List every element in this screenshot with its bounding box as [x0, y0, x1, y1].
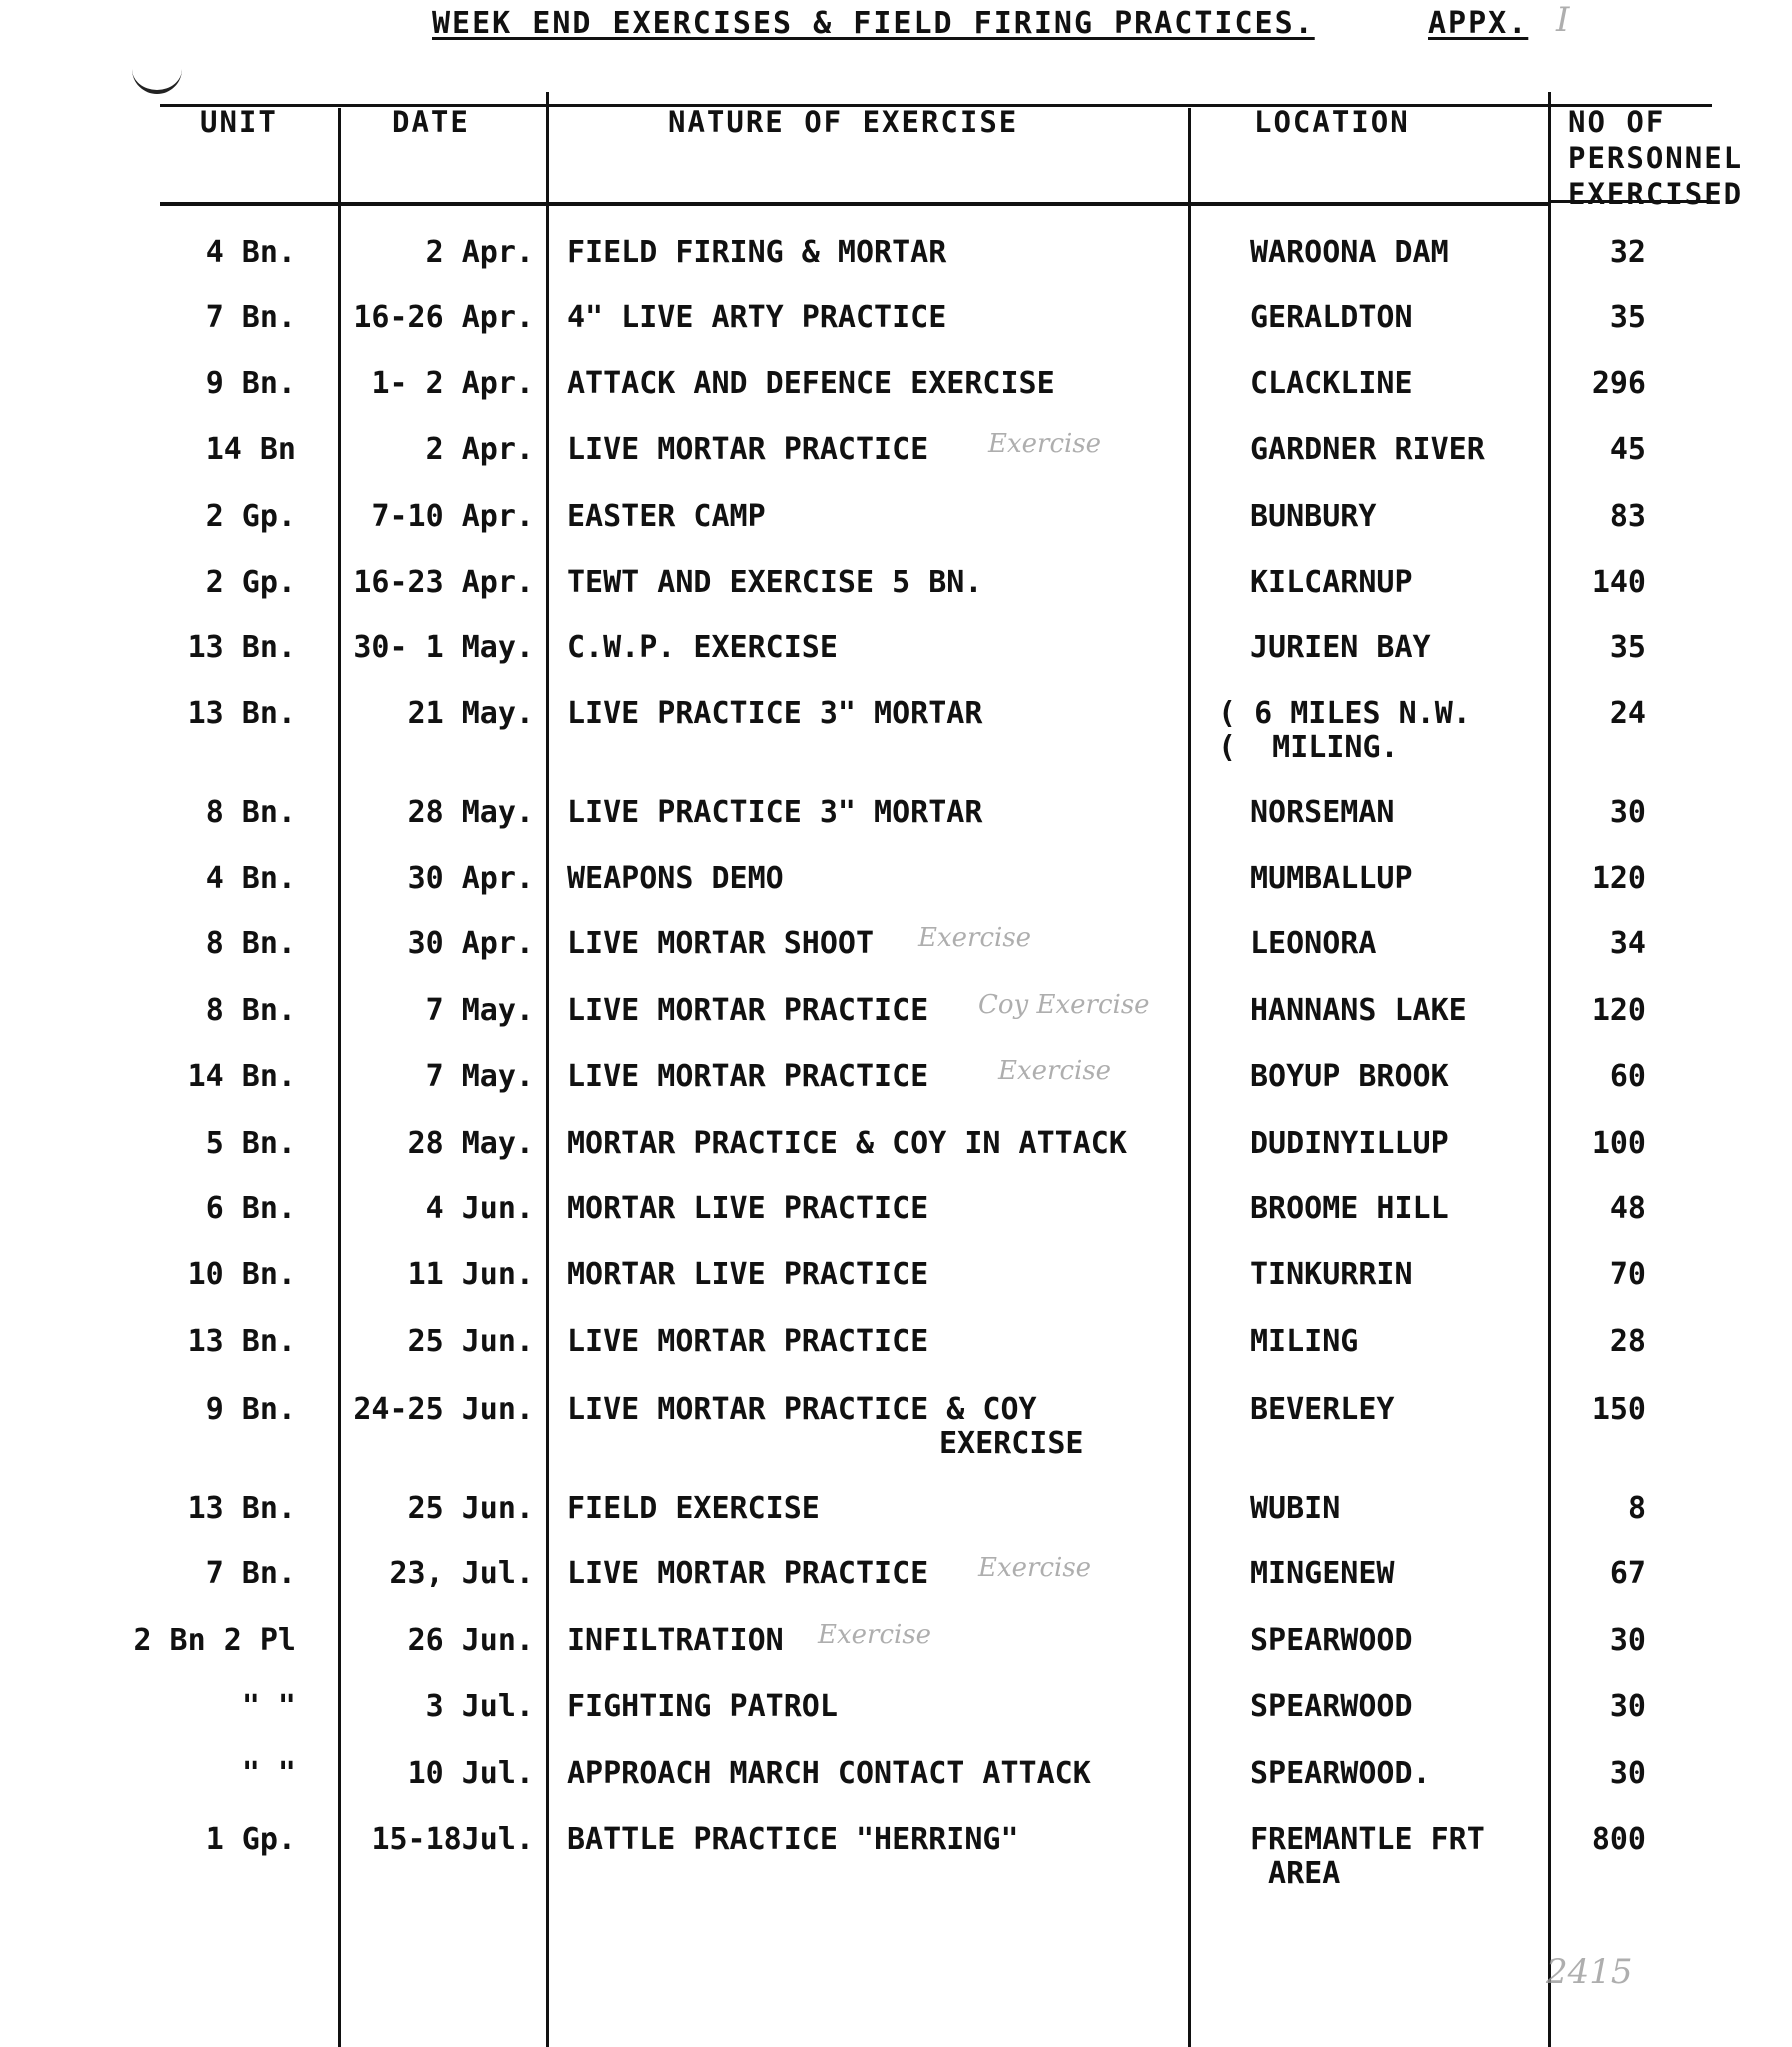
nature-cell — [567, 566, 982, 600]
date-cell: 7-10 Apr. — [371, 499, 534, 534]
location-line: SPEARWOOD — [1250, 1623, 1413, 1658]
location-line: FREMANTLE FRT — [1250, 1822, 1485, 1857]
date-cell: 15-18Jul. — [371, 1822, 534, 1857]
location-line: SPEARWOOD. — [1250, 1756, 1431, 1791]
nature-line: MORTAR LIVE PRACTICE — [567, 1257, 929, 1292]
nature-line: LIVE PRACTICE 3" MORTAR — [567, 696, 983, 731]
unit-cell: " " — [241, 1756, 296, 1791]
unit-cell: 13 Bn. — [187, 1324, 296, 1359]
appendix-label: APPX. — [1428, 6, 1529, 41]
table-row — [0, 862, 1792, 902]
date-cell: 3 Jul. — [425, 1689, 534, 1724]
personnel-cell: 30 — [1609, 1689, 1646, 1724]
unit-cell: 7 Bn. — [205, 300, 296, 335]
table-row — [0, 1325, 1792, 1365]
table-row — [0, 1258, 1792, 1298]
nature-cell — [567, 927, 874, 961]
page-number-handwritten: 2415 — [1546, 1952, 1633, 1992]
nature-line: WEAPONS DEMO — [567, 861, 784, 896]
location-cell — [1250, 1192, 1449, 1226]
unit-cell: 5 Bn. — [205, 1126, 296, 1161]
date-cell: 30 Apr. — [407, 926, 534, 961]
header-unit: UNIT — [200, 105, 278, 139]
nature-line: FIELD EXERCISE — [567, 1491, 820, 1526]
personnel-cell: 30 — [1609, 1623, 1646, 1658]
location-cell — [1250, 631, 1431, 665]
location-cell — [1250, 566, 1413, 600]
nature-cell — [567, 500, 766, 534]
unit-cell: 6 Bn. — [205, 1191, 296, 1226]
header-personnel-line3: EXERCISED — [1568, 177, 1744, 211]
unit-cell: 13 Bn. — [187, 630, 296, 665]
date-cell: 2 Apr. — [425, 432, 534, 467]
personnel-cell: 296 — [1591, 366, 1646, 401]
location-line: HANNANS LAKE — [1250, 993, 1467, 1028]
date-cell: 23, Jul. — [389, 1556, 534, 1591]
location-cell — [1218, 697, 1471, 765]
table-row — [0, 1192, 1792, 1232]
location-line: CLACKLINE — [1250, 366, 1413, 401]
nature-line: LIVE MORTAR PRACTICE — [567, 1324, 929, 1359]
header-personnel-line1: NO OF — [1568, 105, 1666, 139]
location-cell — [1250, 994, 1467, 1028]
nature-cell — [567, 1757, 1091, 1791]
personnel-cell: 120 — [1591, 993, 1646, 1028]
table-row — [0, 1757, 1792, 1797]
header-personnel-line2: PERSONNEL — [1568, 141, 1744, 175]
location-cell — [1250, 1258, 1413, 1292]
location-cell — [1250, 862, 1413, 896]
location-line-continued: ( MILING. — [1218, 730, 1399, 765]
location-line: WAROONA DAM — [1250, 235, 1449, 270]
date-cell: 7 May. — [425, 993, 534, 1028]
unit-cell: 9 Bn. — [205, 366, 296, 401]
table-row — [0, 631, 1792, 671]
table-row — [0, 1056, 1792, 1100]
unit-cell: 1 Gp. — [205, 1822, 296, 1857]
unit-cell: 2 Gp. — [205, 565, 296, 600]
date-cell: 10 Jul. — [407, 1756, 534, 1791]
location-line: DUDINYILLUP — [1250, 1126, 1449, 1161]
table-row — [0, 566, 1792, 606]
appendix-handwritten-mark: I — [1556, 0, 1570, 40]
date-cell: 11 Jun. — [407, 1257, 534, 1292]
date-cell: 26 Jun. — [407, 1623, 534, 1658]
unit-cell: 9 Bn. — [205, 1392, 296, 1427]
document-title: WEEK END EXERCISES & FIELD FIRING PRACTICES. — [432, 6, 1315, 41]
personnel-cell: 100 — [1591, 1126, 1646, 1161]
personnel-cell: 140 — [1591, 565, 1646, 600]
table-row — [0, 1127, 1792, 1167]
location-cell — [1250, 1060, 1449, 1094]
table-row — [0, 301, 1792, 341]
location-line: BROOME HILL — [1250, 1191, 1449, 1226]
personnel-cell: 34 — [1609, 926, 1646, 961]
nature-line: LIVE MORTAR PRACTICE & COY — [567, 1392, 1037, 1427]
personnel-cell: 800 — [1591, 1822, 1646, 1857]
date-cell: 21 May. — [407, 696, 534, 731]
personnel-cell: 24 — [1609, 696, 1646, 731]
nature-line: MORTAR PRACTICE & COY IN ATTACK — [567, 1126, 1127, 1161]
nature-cell — [567, 697, 982, 731]
location-cell — [1250, 1690, 1413, 1724]
table-row — [0, 429, 1792, 473]
handwritten-annotation: Exercise — [918, 923, 1032, 953]
nature-line: LIVE MORTAR PRACTICE — [567, 1059, 929, 1094]
location-cell — [1250, 927, 1376, 961]
location-cell — [1250, 433, 1485, 467]
header-location: LOCATION — [1254, 105, 1410, 139]
location-cell — [1250, 1492, 1340, 1526]
table-row — [0, 1492, 1792, 1532]
location-cell — [1250, 796, 1395, 830]
nature-cell — [567, 1690, 838, 1724]
table-row — [0, 1553, 1792, 1597]
personnel-cell: 70 — [1609, 1257, 1646, 1292]
header-personnel — [1568, 104, 1744, 212]
header-date: DATE — [392, 105, 470, 139]
nature-cell — [567, 433, 928, 467]
date-cell: 16-23 Apr. — [353, 565, 534, 600]
date-cell: 28 May. — [407, 1126, 534, 1161]
date-cell: 7 May. — [425, 1059, 534, 1094]
nature-cell — [567, 1258, 928, 1292]
table-row — [0, 990, 1792, 1034]
nature-line: LIVE MORTAR PRACTICE — [567, 432, 929, 467]
location-line: GARDNER RIVER — [1250, 432, 1485, 467]
nature-cell — [567, 1127, 1127, 1161]
location-cell — [1250, 236, 1449, 270]
handwritten-annotation: Coy Exercise — [978, 990, 1150, 1020]
table-row — [0, 1822, 1792, 1891]
date-cell: 24-25 Jun. — [353, 1392, 534, 1427]
nature-line: INFILTRATION — [567, 1623, 784, 1658]
table-row — [0, 923, 1792, 967]
unit-cell: 7 Bn. — [205, 1556, 296, 1591]
nature-line: LIVE MORTAR SHOOT — [567, 926, 875, 961]
header-bottom-rule — [160, 202, 1550, 206]
location-line: NORSEMAN — [1250, 795, 1395, 830]
nature-line: C.W.P. EXERCISE — [567, 630, 838, 665]
location-line: MINGENEW — [1250, 1556, 1395, 1591]
unit-cell: 8 Bn. — [205, 795, 296, 830]
location-line: WUBIN — [1250, 1491, 1341, 1526]
location-cell — [1250, 1823, 1485, 1891]
header-nature: NATURE OF EXERCISE — [668, 105, 1019, 139]
personnel-cell: 120 — [1591, 861, 1646, 896]
nature-line: LIVE MORTAR PRACTICE — [567, 993, 929, 1028]
personnel-cell: 45 — [1609, 432, 1646, 467]
nature-cell — [567, 1823, 1019, 1857]
location-cell — [1250, 1757, 1431, 1791]
unit-cell: 4 Bn. — [205, 861, 296, 896]
location-cell — [1250, 301, 1413, 335]
unit-cell: 13 Bn. — [187, 696, 296, 731]
personnel-cell: 150 — [1591, 1392, 1646, 1427]
location-line: JURIEN BAY — [1250, 630, 1431, 665]
nature-line: EASTER CAMP — [567, 499, 766, 534]
nature-cell — [567, 1393, 1084, 1461]
location-line: MILING — [1250, 1324, 1359, 1359]
location-cell — [1250, 1624, 1413, 1658]
unit-cell: 13 Bn. — [187, 1491, 296, 1526]
location-line: GERALDTON — [1250, 300, 1413, 335]
table-row — [0, 236, 1792, 276]
unit-cell: 2 Bn 2 Pl — [133, 1623, 296, 1658]
nature-line: FIGHTING PATROL — [567, 1689, 838, 1724]
unit-cell: 8 Bn. — [205, 926, 296, 961]
nature-line: LIVE MORTAR PRACTICE — [567, 1556, 929, 1591]
nature-cell — [567, 367, 1055, 401]
personnel-cell: 60 — [1609, 1059, 1646, 1094]
location-line: MUMBALLUP — [1250, 861, 1413, 896]
handwritten-annotation: Exercise — [988, 429, 1102, 459]
table-row — [0, 500, 1792, 540]
nature-cell — [567, 631, 838, 665]
nature-cell — [567, 1492, 820, 1526]
nature-line: MORTAR LIVE PRACTICE — [567, 1191, 929, 1226]
nature-line: TEWT AND EXERCISE 5 BN. — [567, 565, 983, 600]
table-row — [0, 796, 1792, 836]
nature-cell — [567, 1060, 928, 1094]
personnel-cell: 28 — [1609, 1324, 1646, 1359]
nature-line: APPROACH MARCH CONTACT ATTACK — [567, 1756, 1091, 1791]
personnel-cell: 30 — [1609, 795, 1646, 830]
unit-cell: " " — [241, 1689, 296, 1724]
table-row — [0, 696, 1792, 765]
nature-cell — [567, 994, 928, 1028]
date-cell: 30- 1 May. — [353, 630, 534, 665]
nature-line: LIVE PRACTICE 3" MORTAR — [567, 795, 983, 830]
nature-cell — [567, 301, 946, 335]
location-cell — [1250, 367, 1413, 401]
nature-cell — [567, 862, 784, 896]
nature-cell — [567, 796, 982, 830]
location-line: ( 6 MILES N.W. — [1218, 696, 1471, 731]
location-line-continued: AREA — [1250, 1856, 1341, 1891]
location-cell — [1250, 1325, 1358, 1359]
location-line: TINKURRIN — [1250, 1257, 1413, 1292]
nature-cell — [567, 236, 946, 270]
location-line: LEONORA — [1250, 926, 1377, 961]
location-cell — [1250, 1393, 1395, 1427]
personnel-cell: 8 — [1627, 1491, 1646, 1526]
nature-cell — [567, 1557, 928, 1591]
table-row — [0, 1620, 1792, 1664]
nature-line: FIELD FIRING & MORTAR — [567, 235, 947, 270]
personnel-cell: 35 — [1609, 630, 1646, 665]
unit-cell: 8 Bn. — [205, 993, 296, 1028]
personnel-cell: 30 — [1609, 1756, 1646, 1791]
location-line: BUNBURY — [1250, 499, 1377, 534]
date-cell: 2 Apr. — [425, 235, 534, 270]
nature-cell — [567, 1325, 928, 1359]
unit-cell: 14 Bn. — [187, 1059, 296, 1094]
punch-hole — [132, 48, 182, 94]
nature-cell — [567, 1624, 784, 1658]
date-cell: 16-26 Apr. — [353, 300, 534, 335]
personnel-cell: 48 — [1609, 1191, 1646, 1226]
handwritten-annotation: Exercise — [818, 1620, 932, 1650]
personnel-cell: 67 — [1609, 1556, 1646, 1591]
date-cell: 25 Jun. — [407, 1491, 534, 1526]
table-row — [0, 367, 1792, 407]
nature-cell — [567, 1192, 928, 1226]
personnel-cell: 83 — [1609, 499, 1646, 534]
location-line: SPEARWOOD — [1250, 1689, 1413, 1724]
date-cell: 30 Apr. — [407, 861, 534, 896]
table-row — [0, 1690, 1792, 1730]
date-cell: 25 Jun. — [407, 1324, 534, 1359]
unit-cell: 4 Bn. — [205, 235, 296, 270]
personnel-cell: 35 — [1609, 300, 1646, 335]
handwritten-annotation: Exercise — [998, 1056, 1112, 1086]
table-row — [0, 1392, 1792, 1461]
nature-line: ATTACK AND DEFENCE EXERCISE — [567, 366, 1055, 401]
unit-cell: 10 Bn. — [187, 1257, 296, 1292]
handwritten-annotation: Exercise — [978, 1553, 1092, 1583]
date-cell: 28 May. — [407, 795, 534, 830]
unit-cell: 2 Gp. — [205, 499, 296, 534]
nature-line: BATTLE PRACTICE "HERRING" — [567, 1822, 1019, 1857]
location-cell — [1250, 500, 1376, 534]
nature-line-continued: EXERCISE — [939, 1426, 1084, 1461]
unit-cell: 14 Bn — [205, 432, 296, 467]
location-line: BOYUP BROOK — [1250, 1059, 1449, 1094]
location-cell — [1250, 1557, 1395, 1591]
location-line: KILCARNUP — [1250, 565, 1413, 600]
nature-line: 4" LIVE ARTY PRACTICE — [567, 300, 947, 335]
date-cell: 4 Jun. — [425, 1191, 534, 1226]
personnel-cell: 32 — [1609, 235, 1646, 270]
location-cell — [1250, 1127, 1449, 1161]
location-line: BEVERLEY — [1250, 1392, 1395, 1427]
date-cell: 1- 2 Apr. — [371, 366, 534, 401]
